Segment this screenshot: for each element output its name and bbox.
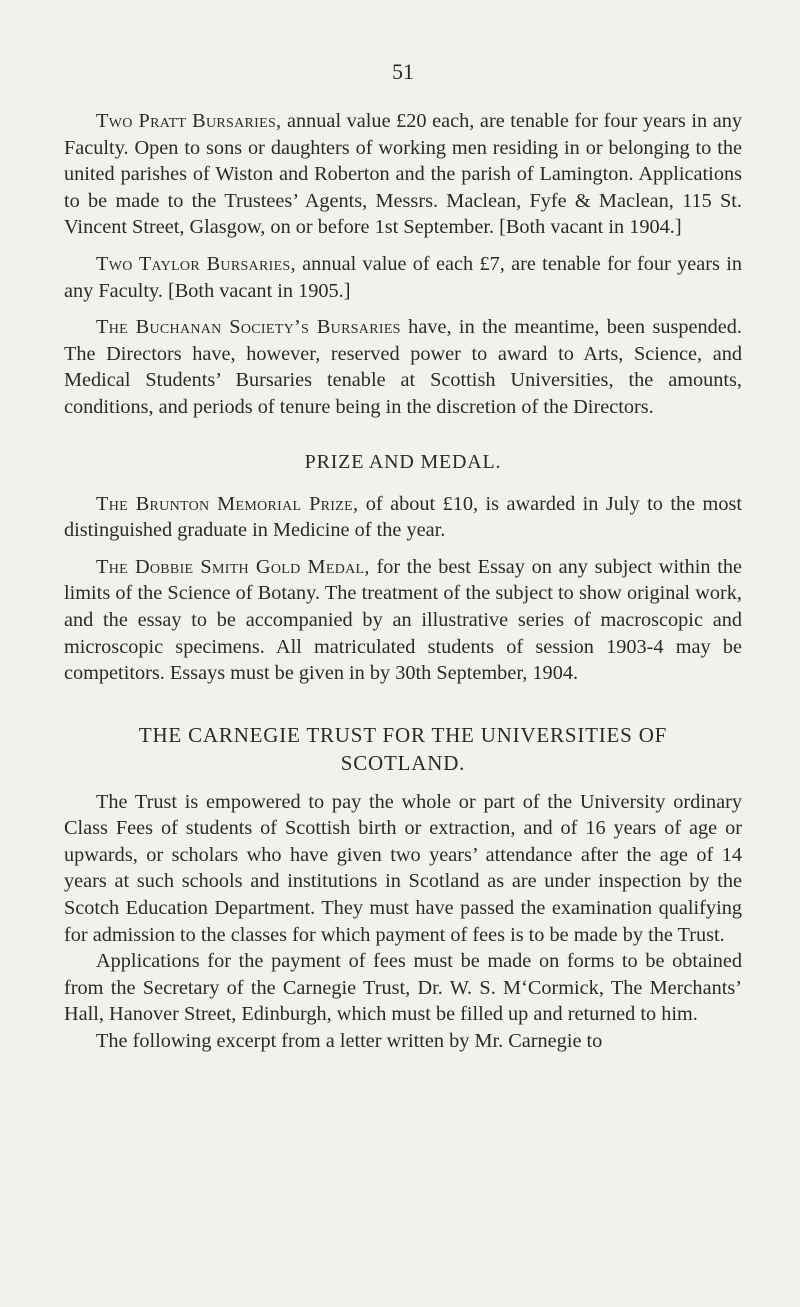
trust-fees-paragraph: The Trust is empowered to pay the whole or part of the University ordinary Class Fees of students of Scottish birth or extraction, and of 16 years of age or upwards, or scholars who have given two years’ attendance after the age of 14 years at such schools and institutions in Scotland as are under inspection by the Scotch Education Department. They must have passed the examination qualifying for admission to the classes for which payment of fees is to be made by the Trust. [64,790,742,946]
page-number: 51 [392,59,414,84]
paragraph-lead: The Brunton Memorial Prize, [96,492,359,515]
heading-line-1: THE CARNEGIE TRUST FOR THE UNIVERSITIES OF [138,722,668,747]
brunton-prize-paragraph [64,491,742,544]
heading-line-2: SCOTLAND. [340,750,466,775]
pratt-bursaries-paragraph [64,108,742,241]
paragraph-text: for the best Essay on any subject within the limits of the Science of Botany. The treatment of the subject to show original work, and the essay to be accompanied by an illustrative series of macroscopic and microscopic specimens. All matriculated students of session 1903-4 may be competitors. Essays must be given in by 30th September, 1904. [64,555,743,685]
taylor-bursaries-paragraph [64,251,742,304]
paragraph-lead: The Buchanan Society’s Bursaries [96,316,401,339]
dobbie-smith-medal-paragraph [64,554,742,687]
buchanan-bursaries-paragraph [64,314,742,420]
prize-medal-heading: PRIZE AND MEDAL. [304,450,502,473]
paragraph-text: annual value of each £7, are tenable for four years in any Faculty. [Both vacant in 1905.] [64,252,742,302]
paragraph-lead: The Dobbie Smith Gold Medal, [96,555,370,578]
paragraph-lead: Two Pratt Bursaries, [96,110,282,132]
paragraph-text: annual value £20 each, are tenable for four years in any Faculty. Open to sons or daughters of working men residing in or belonging to the united parishes of Wiston and Roberton and the parish of Lamington. Applications to be made to the Trustees’ Agents, Messrs. Maclean, Fyfe & Maclean, 115 St. Vincent Street, Glasgow, on or before 1st September. [Both vacant in 1904.] [64,110,742,239]
trust-applications-paragraph: Applications for the payment of fees must be made on forms to be obtained from the Secretary of the Carnegie Trust, Dr. W. S. M‘Cormick, The Merchants’ Hall, Hanover Street, Edinburgh, which must be filled up and returned to him. [64,950,742,1026]
paragraph-text: have, in the meantime, been suspended. The Directors have, however, reserved power to award to Arts, Science, and Medical Students’ Bursaries tenable at Scottish Universities, the amounts, conditions, and periods of tenure being in the discretion of the Directors. [64,316,742,418]
carnegie-trust-heading [64,721,742,777]
paragraph-lead: Two Taylor Bursaries, [96,252,296,275]
trust-excerpt-paragraph: The following excerpt from a letter written by Mr. Carnegie to [96,1030,603,1053]
paragraph-text: of about £10, is awarded in July to the most distinguished graduate in Medicine of the year. [64,492,742,542]
